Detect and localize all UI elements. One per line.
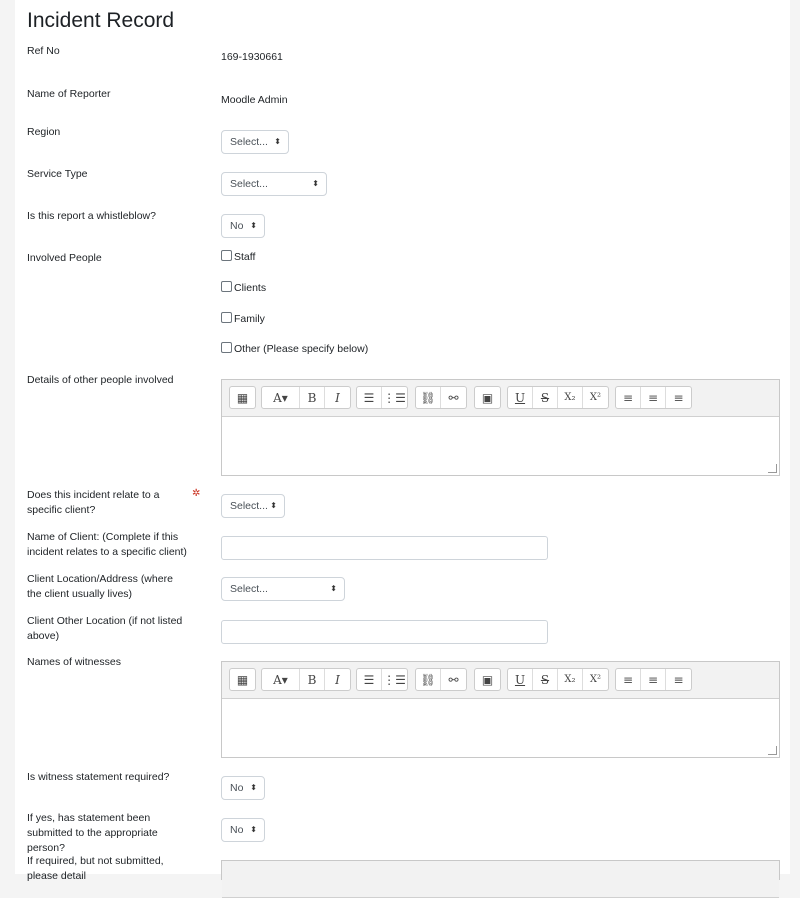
page-title: Incident Record: [27, 9, 175, 32]
ref-no-value: 169-1930661: [221, 51, 283, 63]
align-center-icon[interactable]: ≡: [641, 669, 666, 690]
select-arrows-icon: ⬍: [274, 137, 281, 146]
unlink-icon[interactable]: ⚯: [448, 672, 459, 687]
incident-form-page: [15, 0, 790, 882]
reporter-label: Name of Reporter: [27, 88, 111, 100]
specific-client-select[interactable]: Select... ⬍: [221, 494, 285, 518]
select-arrows-icon: ⬍: [250, 221, 257, 230]
editor-toolbar: [222, 380, 779, 417]
subscript-button[interactable]: X₂: [558, 387, 583, 408]
superscript-button[interactable]: X²: [589, 674, 602, 685]
font-style-icon[interactable]: A▾: [262, 669, 300, 690]
strikethrough-button[interactable]: S: [533, 387, 558, 408]
service-type-label: Service Type: [27, 168, 88, 180]
service-type-select[interactable]: Select... ⬍: [221, 172, 327, 196]
not-submitted-editor[interactable]: [221, 860, 780, 880]
witness-statement-select[interactable]: No ⬍: [221, 776, 265, 800]
select-arrows-icon: ⬍: [330, 584, 337, 593]
specific-client-label: Does this incident relate to a specific client?: [27, 489, 160, 516]
required-icon: ✲: [192, 488, 201, 499]
whistleblow-label: Is this report a whistleblow?: [27, 210, 156, 222]
witness-statement-label: Is witness statement required?: [27, 771, 170, 783]
client-other-location-label: Client Other Location (if not listed above): [27, 615, 183, 642]
region-label: Region: [27, 126, 61, 138]
align-left-icon[interactable]: ≡: [616, 669, 641, 690]
superscript-button[interactable]: X²: [589, 392, 602, 403]
align-right-icon[interactable]: ≡: [673, 672, 684, 687]
editor-toolbar: [222, 861, 779, 898]
resize-handle-icon[interactable]: [768, 746, 777, 755]
other-people-editor[interactable]: [221, 379, 780, 476]
client-name-input[interactable]: [221, 536, 548, 560]
not-submitted-label: If required, but not submitted, please detail: [27, 855, 164, 882]
checkbox-family[interactable]: Family: [221, 312, 265, 326]
client-location-select[interactable]: Select... ⬍: [221, 577, 345, 601]
region-select[interactable]: Select... ⬍: [221, 130, 289, 154]
align-left-icon[interactable]: ≡: [616, 387, 641, 408]
select-arrows-icon: ⬍: [312, 179, 319, 188]
statement-submitted-label: If yes, has statement been submitted to the appropriate person?: [27, 812, 158, 854]
italic-button[interactable]: I: [335, 390, 340, 405]
witnesses-editor[interactable]: [221, 661, 780, 758]
image-icon[interactable]: ▣: [481, 672, 494, 687]
collapse-toolbar-icon[interactable]: ▦: [236, 390, 249, 405]
resize-handle-icon[interactable]: [768, 464, 777, 473]
italic-button[interactable]: I: [335, 672, 340, 687]
link-icon[interactable]: ⛓: [416, 669, 441, 690]
other-people-label: Details of other people involved: [27, 374, 174, 386]
statement-submitted-select[interactable]: No ⬍: [221, 818, 265, 842]
strikethrough-button[interactable]: S: [533, 669, 558, 690]
ref-no-label: Ref No: [27, 45, 60, 57]
align-center-icon[interactable]: ≡: [641, 387, 666, 408]
editor-toolbar: [222, 662, 779, 699]
numbered-list-icon[interactable]: ⋮☰: [383, 390, 406, 405]
select-arrows-icon: ⬍: [250, 825, 257, 834]
bold-button[interactable]: B: [300, 669, 325, 690]
bullet-list-icon[interactable]: ☰: [357, 669, 382, 690]
numbered-list-icon[interactable]: ⋮☰: [383, 672, 406, 687]
bullet-list-icon[interactable]: ☰: [357, 387, 382, 408]
whistleblow-select[interactable]: No ⬍: [221, 214, 265, 238]
unlink-icon[interactable]: ⚯: [448, 390, 459, 405]
editor-content[interactable]: [222, 417, 779, 475]
checkbox-other[interactable]: Other (Please specify below): [221, 342, 368, 356]
editor-content[interactable]: [222, 699, 779, 757]
client-name-label: Name of Client: (Complete if this incident relates to a specific client): [27, 531, 187, 558]
involved-people-label: Involved People: [27, 252, 102, 264]
font-style-icon[interactable]: A▾: [262, 387, 300, 408]
witnesses-label: Names of witnesses: [27, 656, 121, 668]
checkbox-staff[interactable]: Staff: [221, 250, 255, 264]
select-arrows-icon: ⬍: [270, 501, 277, 510]
bold-button[interactable]: B: [300, 387, 325, 408]
image-icon[interactable]: ▣: [481, 390, 494, 405]
collapse-toolbar-icon[interactable]: ▦: [236, 672, 249, 687]
underline-button[interactable]: U: [508, 669, 533, 690]
client-location-label: Client Location/Address (where the client usually lives): [27, 573, 173, 600]
align-right-icon[interactable]: ≡: [673, 390, 684, 405]
reporter-value: Moodle Admin: [221, 94, 288, 106]
link-icon[interactable]: ⛓: [416, 387, 441, 408]
checkbox-clients[interactable]: Clients: [221, 281, 266, 295]
subscript-button[interactable]: X₂: [558, 669, 583, 690]
select-arrows-icon: ⬍: [250, 783, 257, 792]
underline-button[interactable]: U: [508, 387, 533, 408]
client-other-location-input[interactable]: [221, 620, 548, 644]
